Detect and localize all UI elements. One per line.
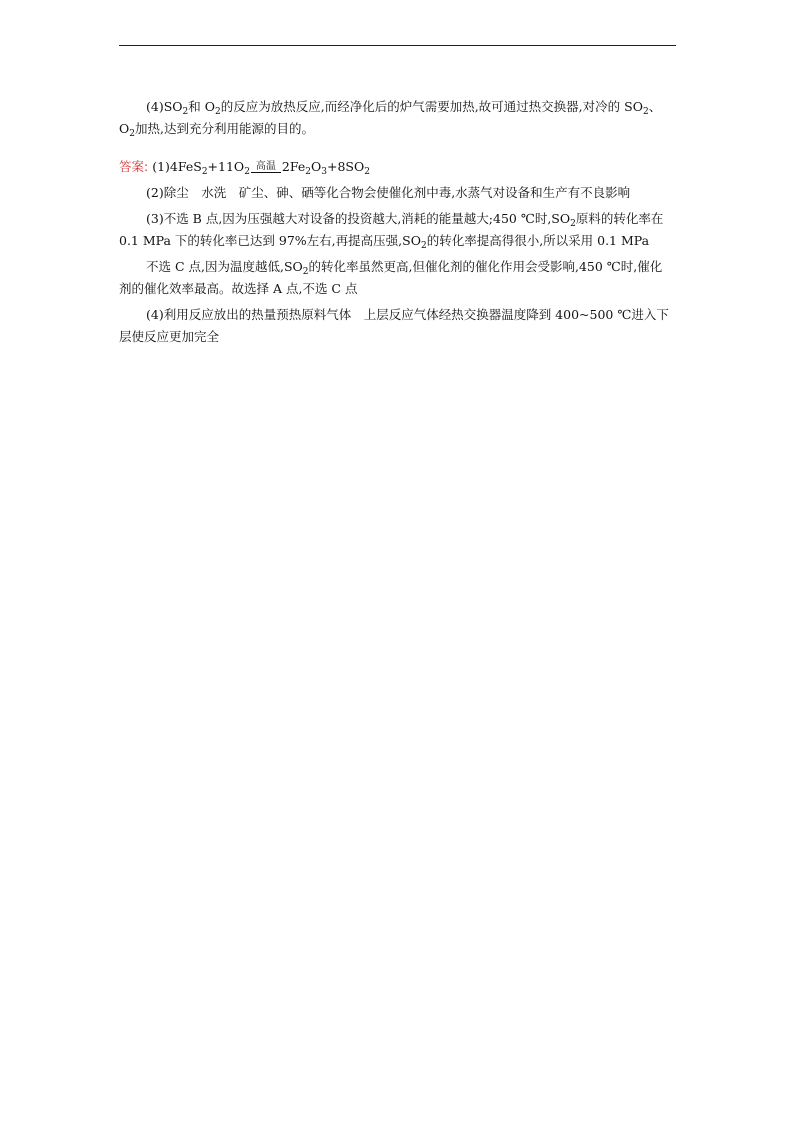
subscript: 3 <box>321 167 327 177</box>
text-run: 的转化率虽然更高,但催化剂的催化作用会受影响,450 ℃时,催化剂的催化效率最高。故选择 A 点,不选 C 点 <box>119 259 663 296</box>
document-body <box>119 96 674 348</box>
text-run: (4)SO <box>146 99 183 114</box>
text-run: 和 O <box>188 99 215 114</box>
subscript: 2 <box>302 267 309 277</box>
equation-part: 2Fe <box>281 159 306 174</box>
answer-paragraph-3b <box>119 256 674 300</box>
subscript: 2 <box>201 167 208 177</box>
answer-label: 答案: <box>119 159 149 174</box>
subscript: 2 <box>570 219 576 229</box>
condition-line <box>251 172 281 173</box>
answer-paragraph-3 <box>119 208 674 252</box>
subscript: 2 <box>215 107 221 117</box>
text-run: 原料的转化率在 0.1 MPa 下的转化率已达到 97%左右,再提高压强,SO <box>119 211 664 248</box>
text-run: 的转化率提高得很小,所以采用 0.1 MPa <box>426 233 650 248</box>
subscript: 2 <box>642 107 649 117</box>
subscript: 2 <box>129 129 135 139</box>
text-run: 不选 C 点,因为温度越低,SO <box>146 259 303 274</box>
subscript: 2 <box>420 241 427 251</box>
equation-part: +11O <box>207 159 245 174</box>
explanation-paragraph-4 <box>119 96 674 140</box>
answer-paragraph-4: (4)利用反应放出的热量预热原料气体 上层反应气体经热交换器温度降到 400~500 ℃进入下层使反应更加完全 <box>119 307 669 344</box>
subscript: 2 <box>182 107 189 117</box>
subscript: 2 <box>305 167 311 177</box>
equation-part: +8SO <box>326 159 365 174</box>
text-run: (3)不选 B 点,因为压强越大对设备的投资越大,消耗的能量越大;450 ℃时,SO <box>146 211 571 226</box>
equation-part: (1)4FeS <box>152 159 202 174</box>
equation-part: O <box>311 159 322 174</box>
header-rule <box>119 45 676 46</box>
text-run: 的反应为放热反应,而经净化后的炉气需要加热,故可通过热交换器,对冷的 SO <box>220 99 643 114</box>
subscript: 2 <box>244 167 250 177</box>
answer-equation-line <box>119 156 674 178</box>
reaction-condition-arrow <box>251 161 281 178</box>
text-run: 加热,达到充分利用能源的目的。 <box>134 121 314 136</box>
text-run: 、O <box>119 99 662 136</box>
subscript: 2 <box>364 167 370 177</box>
reaction-condition: 高温 <box>255 161 276 172</box>
answer-paragraph-2: (2)除尘 水洗 矿尘、砷、硒等化合物会使催化剂中毒,水蒸气对设备和生产有不良影响 <box>146 185 631 200</box>
